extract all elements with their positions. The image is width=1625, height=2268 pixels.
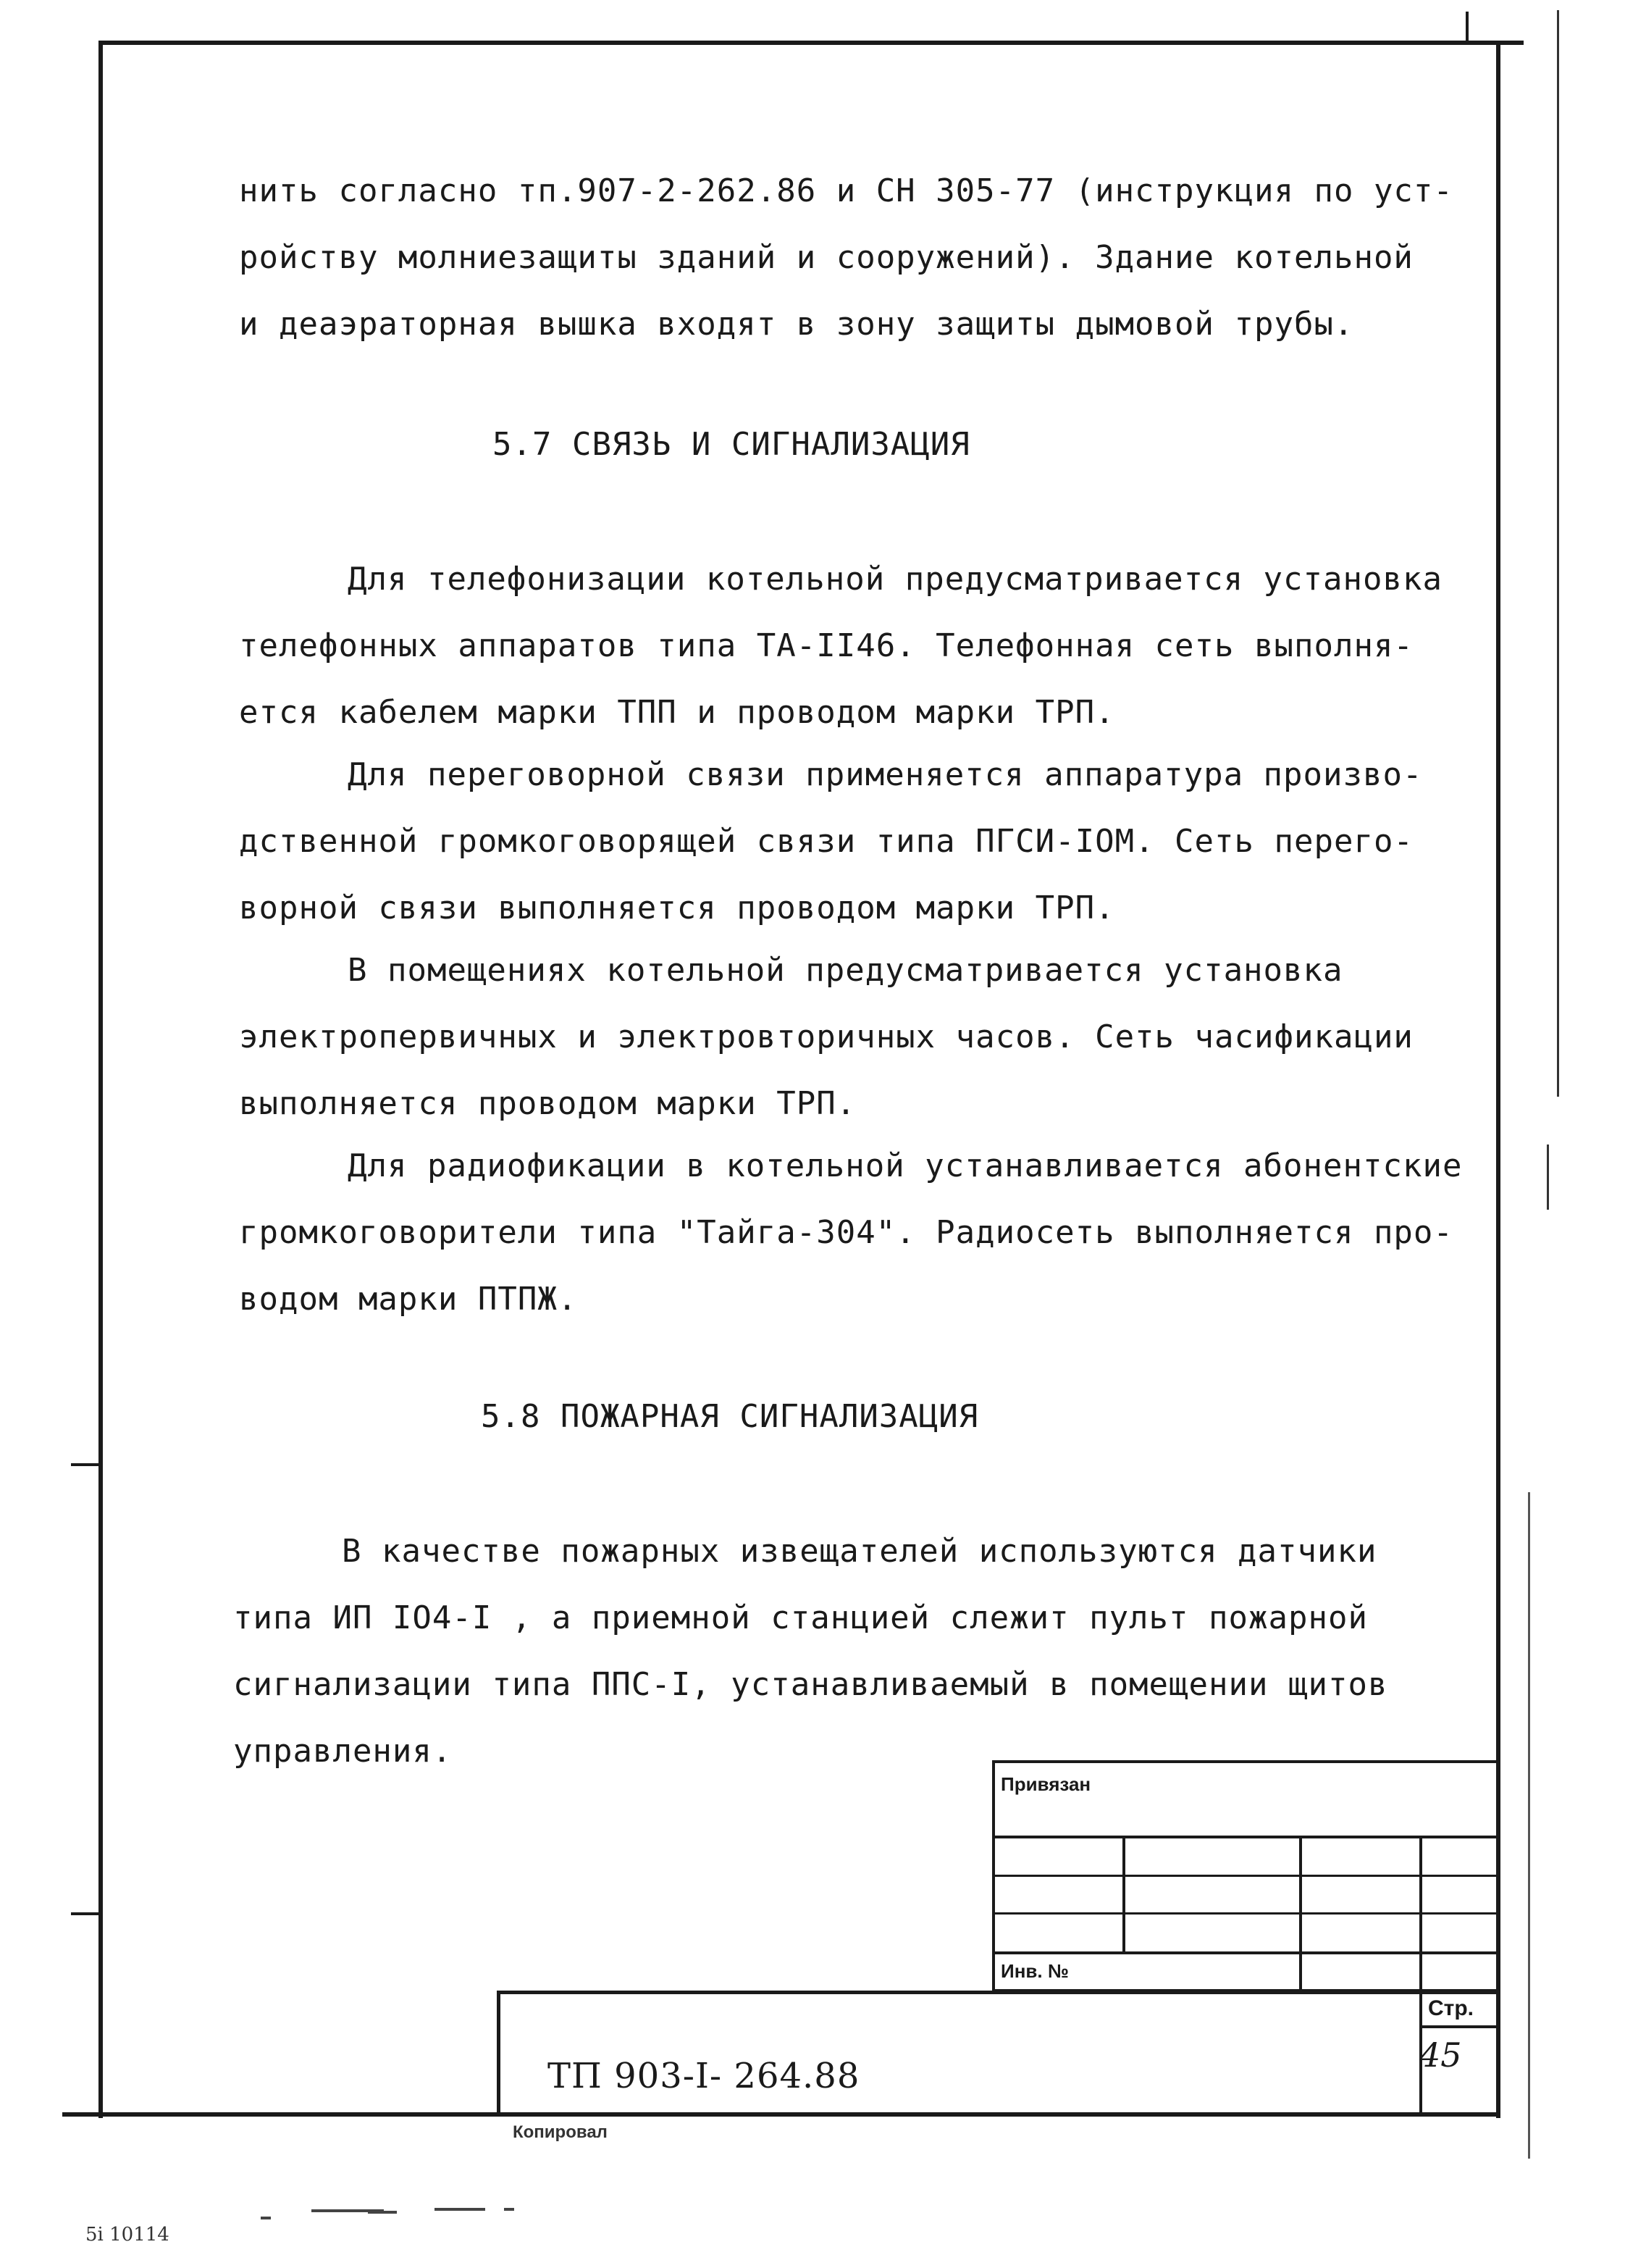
grid-line	[992, 1836, 1499, 1838]
paragraph-fire-alarm	[233, 1518, 1471, 1785]
text-line: В помещениях котельной предусматривается установка	[348, 952, 1343, 989]
grid-line	[1299, 1836, 1302, 1992]
text-line: ройству молниезащиты зданий и сооружений). Здание котельной	[239, 239, 1414, 276]
paragraph-intercom	[239, 742, 1477, 942]
scan-mark	[434, 2208, 485, 2211]
text-line: Для телефонизации котельной предусматривается установка	[348, 561, 1443, 598]
grid-line	[1122, 1836, 1125, 1951]
text-line: выполняется проводом марки ТРП.	[239, 1085, 857, 1122]
document-code: ТП 903-I- 264.88	[547, 2056, 860, 2096]
page-number: 45	[1419, 2035, 1462, 2075]
grid-line	[992, 1912, 1499, 1915]
text-line: управления.	[233, 1733, 453, 1770]
paragraph-lightning-protection	[239, 158, 1477, 358]
text-line: Для переговорной связи применяется аппаратура произво-	[348, 756, 1423, 793]
frame-top-border	[98, 41, 1524, 45]
text-line: ется кабелем марки ТПП и проводом марки ТРП.	[239, 694, 1115, 731]
section-heading-5-7: 5.7 СВЯЗЬ И СИГНАЛИЗАЦИЯ	[492, 426, 970, 463]
text-line: сигнализации типа ППС-I, устанавливаемый в помещении щитов	[233, 1666, 1388, 1703]
scan-mark	[368, 2211, 397, 2214]
grid-line	[1419, 2025, 1499, 2028]
text-line: громкоговорители типа "Тайга-304". Радиосеть выполняется про-	[239, 1214, 1453, 1251]
inventory-number-label: Инв. №	[1001, 1960, 1069, 1982]
title-block-main	[497, 1991, 1499, 2115]
text-line: нить согласно тп.907-2-262.86 и СН 305-77 (инструкция по уст-	[239, 172, 1453, 209]
margin-tick	[71, 1912, 100, 1915]
text-line: дственной громкоговорящей связи типа ПГСИ-IOM. Сеть перего-	[239, 823, 1414, 860]
margin-tick	[71, 1463, 100, 1466]
sheet-code: 5і 10114	[85, 2224, 169, 2246]
text-line: и деаэраторная вышка входят в зону защиты дымовой трубы.	[239, 306, 1354, 343]
sheet-edge-mark	[1547, 1145, 1549, 1210]
frame-left-border	[98, 42, 103, 2118]
text-line: типа ИП IO4-I , а приемной станцией слежит пульт пожарной	[233, 1599, 1368, 1636]
copied-by-label: Копировал	[513, 2122, 608, 2142]
scan-mark	[504, 2208, 514, 2211]
text-line: электропервичных и электровторичных часов. Сеть часификации	[239, 1018, 1414, 1055]
privyazan-label: Привязан	[1001, 1773, 1091, 1795]
paragraph-telephony	[239, 546, 1477, 746]
edge-tick-top	[1466, 12, 1469, 42]
scan-mark	[261, 2217, 271, 2219]
grid-line	[992, 1951, 1499, 1954]
page-label: Стр.	[1428, 1996, 1474, 2020]
grid-line	[1419, 1836, 1422, 1992]
text-line: водом марки ПТПЖ.	[239, 1281, 578, 1318]
paragraph-radio	[239, 1133, 1477, 1333]
text-line: Для радиофикации в котельной устанавливается абонентские	[348, 1147, 1463, 1184]
sheet-edge-line-lower	[1528, 1492, 1530, 2159]
text-line: телефонных аппаратов типа ТА-II46. Телефонная сеть выполня-	[239, 627, 1414, 664]
section-heading-5-8: 5.8 ПОЖАРНАЯ СИГНАЛИЗАЦИЯ	[481, 1398, 979, 1435]
grid-line	[992, 1875, 1499, 1877]
text-line: ворной связи выполняется проводом марки ТРП.	[239, 890, 1115, 926]
paragraph-clocks	[239, 937, 1477, 1137]
text-line: В качестве пожарных извещателей используются датчики	[342, 1533, 1377, 1570]
sheet-edge-line	[1557, 10, 1559, 1097]
